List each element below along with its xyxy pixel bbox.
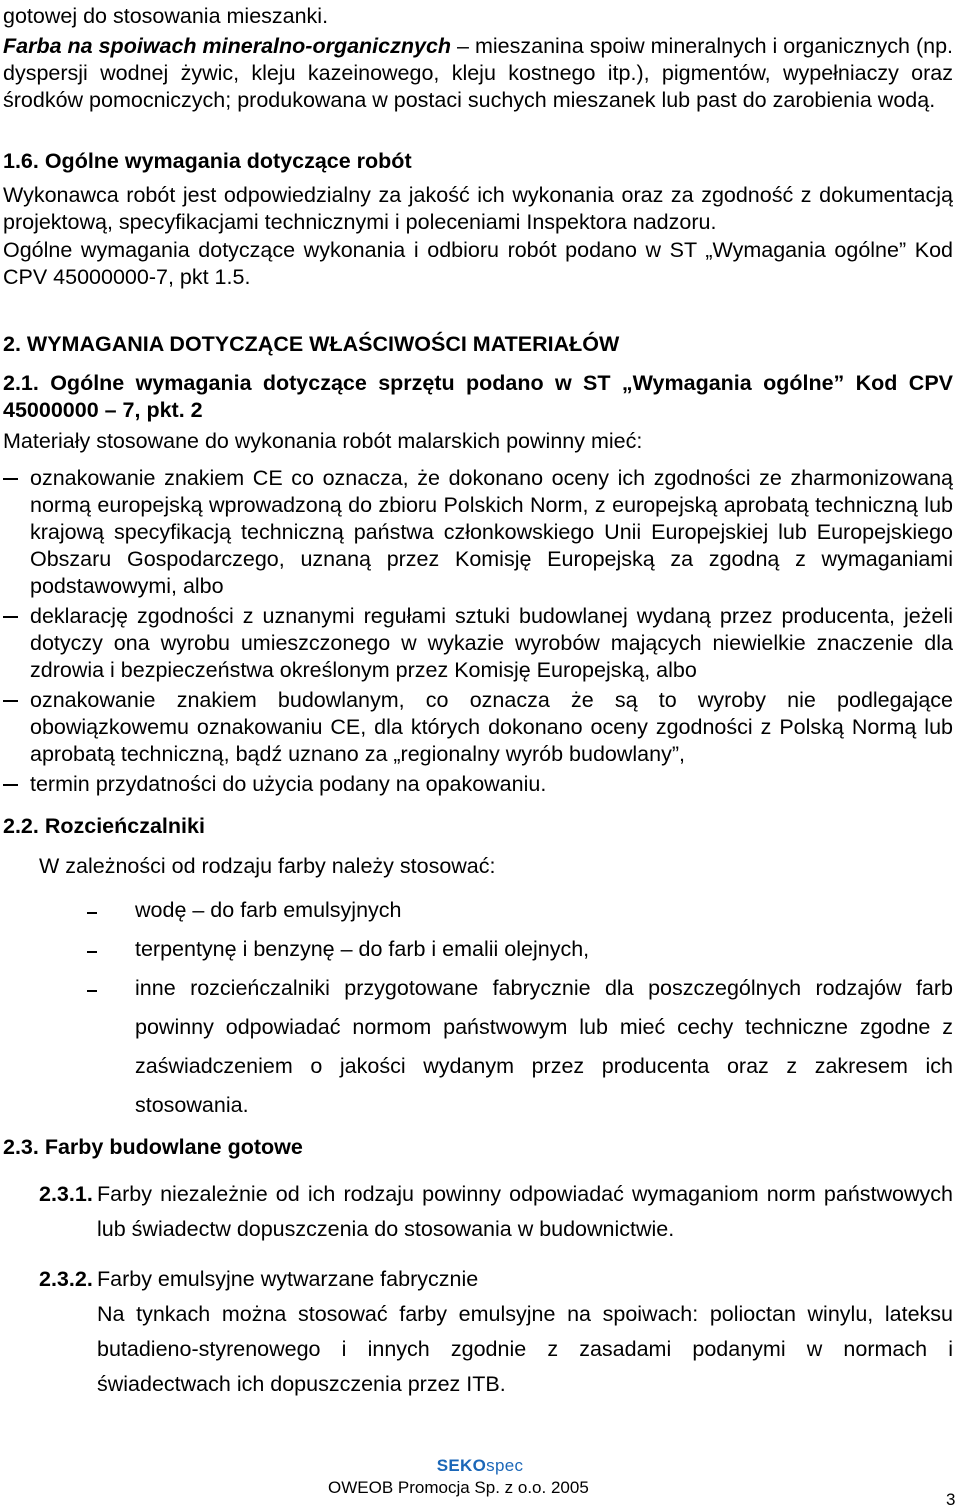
section-2-2-heading: 2.2. Rozcieńczalniki: [3, 814, 205, 838]
section-2-3-1: [39, 1177, 953, 1247]
section-2-heading: 2. WYMAGANIA DOTYCZĄCE WŁAŚCIWOŚCI MATERIAŁÓW: [3, 332, 620, 356]
section-1-6-para2: Ogólne wymagania dotyczące wykonania i odbioru robót podano w ST „Wymagania ogólne” Kod CPV 45000000-7, pkt 1.5.: [3, 238, 953, 289]
list-item: [3, 771, 953, 798]
definition-term: Farba na spoiwach mineralno-organicznych: [3, 34, 452, 58]
list-item-text: inne rozcieńczalniki przygotowane fabrycznie dla poszczególnych rodzajów farb powinny odpowiadać normom państwowym lub mieć cechy techniczne zgodne z zaświadczeniem o jakości wydanym przez producenta oraz z zakresem ich stosowania.: [135, 976, 953, 1117]
list-item-text: deklarację zgodności z uznanymi regułami sztuki budowlanej wydaną przez producenta, jeżeli dotyczy ona wyrobu umieszczonego w wykazie wyrobów mających niewielkie znaczenie dla zdrowia i bezpieczeństwa określonym przez Komisję Europejską, albo: [30, 604, 953, 682]
section-1-6-heading: 1.6. Ogólne wymagania dotyczące robót: [3, 149, 412, 173]
section-2-3-2: [39, 1262, 953, 1402]
page-number: 3: [946, 1490, 956, 1509]
list-item: [3, 687, 953, 768]
intro-line: gotowej do stosowania mieszanki.: [3, 4, 329, 28]
thinners-list: [87, 891, 953, 1125]
definition-paragraph: [3, 33, 953, 114]
section-2-3-2-text: Na tynkach można stosować farby emulsyjne na spoiwach: polioctan winylu, lateksu butadieno-styrenowego i innych zgodnie z zasadami podanymi w normach i świadectwach ich dopuszczenia przez ITB.: [97, 1302, 953, 1396]
section-number: 2.3.1.: [39, 1182, 93, 1206]
list-item-text: oznakowanie znakiem budowlanym, co oznacza że są to wyroby nie podlegające obowiązkowemu oznakowaniu CE, dla których dokonano oceny zgodności z Polską Normą lub aprobatą techniczną, bądź uznano za „regionalny wyrób budowlany”,: [30, 688, 953, 766]
section-2-3-1-text: Farby niezależnie od ich rodzaju powinny odpowiadać wymaganiom norm państwowych lub świadectw dopuszczenia do stosowania w budownictwie.: [97, 1182, 953, 1241]
section-number: 2.3.2.: [39, 1267, 93, 1291]
sekospec-logo: SEKOspec: [436, 1456, 524, 1475]
section-1-6-para1: Wykonawca robót jest odpowiedzialny za jakość ich wykonania oraz za zgodność z dokumentacją projektową, specyfikacjami technicznymi i poleceniami Inspektora nadzoru.: [3, 183, 953, 234]
section-2-3-heading: 2.3. Farby budowlane gotowe: [3, 1135, 303, 1159]
materials-requirements-list: [3, 465, 953, 801]
list-item-text: wodę – do farb emulsyjnych: [135, 898, 402, 922]
list-item-text: termin przydatności do użycia podany na opakowaniu.: [30, 772, 547, 796]
section-2-2-intro: W zależności od rodzaju farby należy stosować:: [39, 854, 496, 878]
list-item: [87, 930, 953, 969]
section-2-intro: Materiały stosowane do wykonania robót malarskich powinny mieć:: [3, 429, 643, 453]
footer-publisher: OWEOB Promocja Sp. z o.o. 2005: [328, 1478, 589, 1497]
dash-bullet-icon: [3, 478, 18, 480]
list-item: [3, 603, 953, 684]
list-item: [87, 891, 953, 930]
page-footer: [0, 1456, 960, 1497]
dash-bullet-icon: [3, 616, 18, 618]
dash-bullet-icon: [87, 990, 97, 992]
dash-bullet-icon: [87, 912, 97, 914]
list-item-text: oznakowanie znakiem CE co oznacza, że dokonano oceny ich zgodności ze zharmonizowaną normą europejską wprowadzoną do zbioru Polskich Norm, z europejską aprobatą techniczną lub krajową specyfikacją techniczną państwa członkowskiego Unii Europejskiej lub Europejskiego Obszaru Gospodarczego, uznaną przez Komisję Europejską za zgodną z wymaganiami podstawowymi, albo: [30, 466, 953, 598]
dash-bullet-icon: [3, 700, 18, 702]
dash-bullet-icon: [87, 951, 97, 953]
dash-bullet-icon: [3, 784, 18, 786]
list-item: [3, 465, 953, 600]
section-2-3-2-title: Farby emulsyjne wytwarzane fabrycznie: [97, 1267, 479, 1291]
section-2-1-heading: 2.1. Ogólne wymagania dotyczące sprzętu podano w ST „Wymagania ogólne” Kod CPV 45000000 – 7, pkt. 2: [3, 371, 953, 422]
list-item: [87, 969, 953, 1125]
list-item-text: terpentynę i benzynę – do farb i emalii olejnych,: [135, 937, 590, 961]
definition-text: – mieszanina spoiw mineralnych i organicznych (np. dyspersji wodnej żywic, kleju kazeinowego, kleju kostnego itp.), pigmentów, wypełniaczy oraz środków pomocniczych; produkowana w postaci suchych mieszanek lub past do zarobienia wodą.: [3, 34, 954, 112]
